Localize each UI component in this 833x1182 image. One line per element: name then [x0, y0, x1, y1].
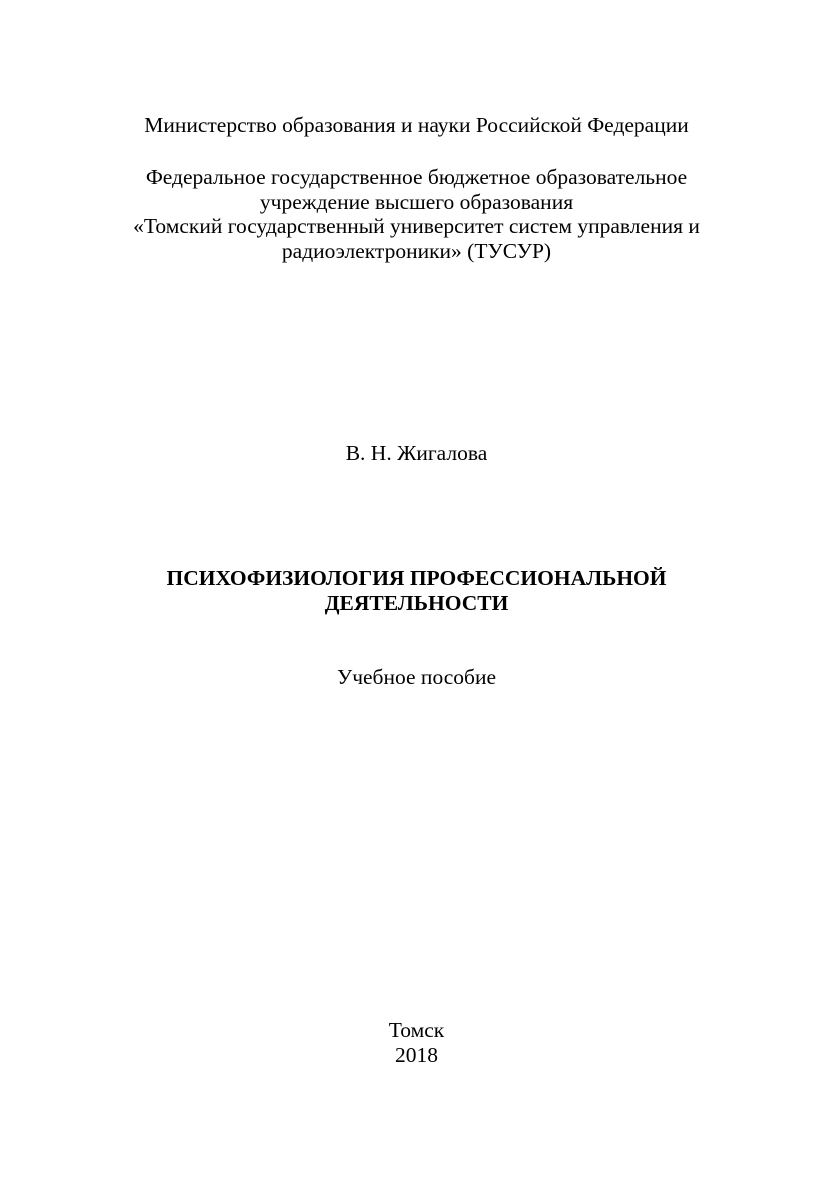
title-line-1: ПСИХОФИЗИОЛОГИЯ ПРОФЕССИОНАЛЬНОЙ: [166, 566, 667, 590]
city: Томск: [388, 1018, 445, 1042]
institution-line-2: учреждение высшего образования: [259, 190, 574, 214]
institution-line-1: Федеральное государственное бюджетное образовательное: [145, 165, 688, 189]
author-name: В. Н. Жигалова: [345, 441, 488, 465]
institution-line-3: «Томский государственный университет систем управления и: [133, 214, 700, 238]
title-line-2: ДЕЯТЕЛЬНОСТИ: [324, 591, 509, 615]
year: 2018: [395, 1043, 438, 1067]
ministry-name: Министерство образования и науки Российской Федерации: [144, 113, 689, 137]
institution-line-4: радиоэлектроники» (ТУСУР): [281, 239, 552, 263]
document-type: Учебное пособие: [336, 665, 497, 689]
